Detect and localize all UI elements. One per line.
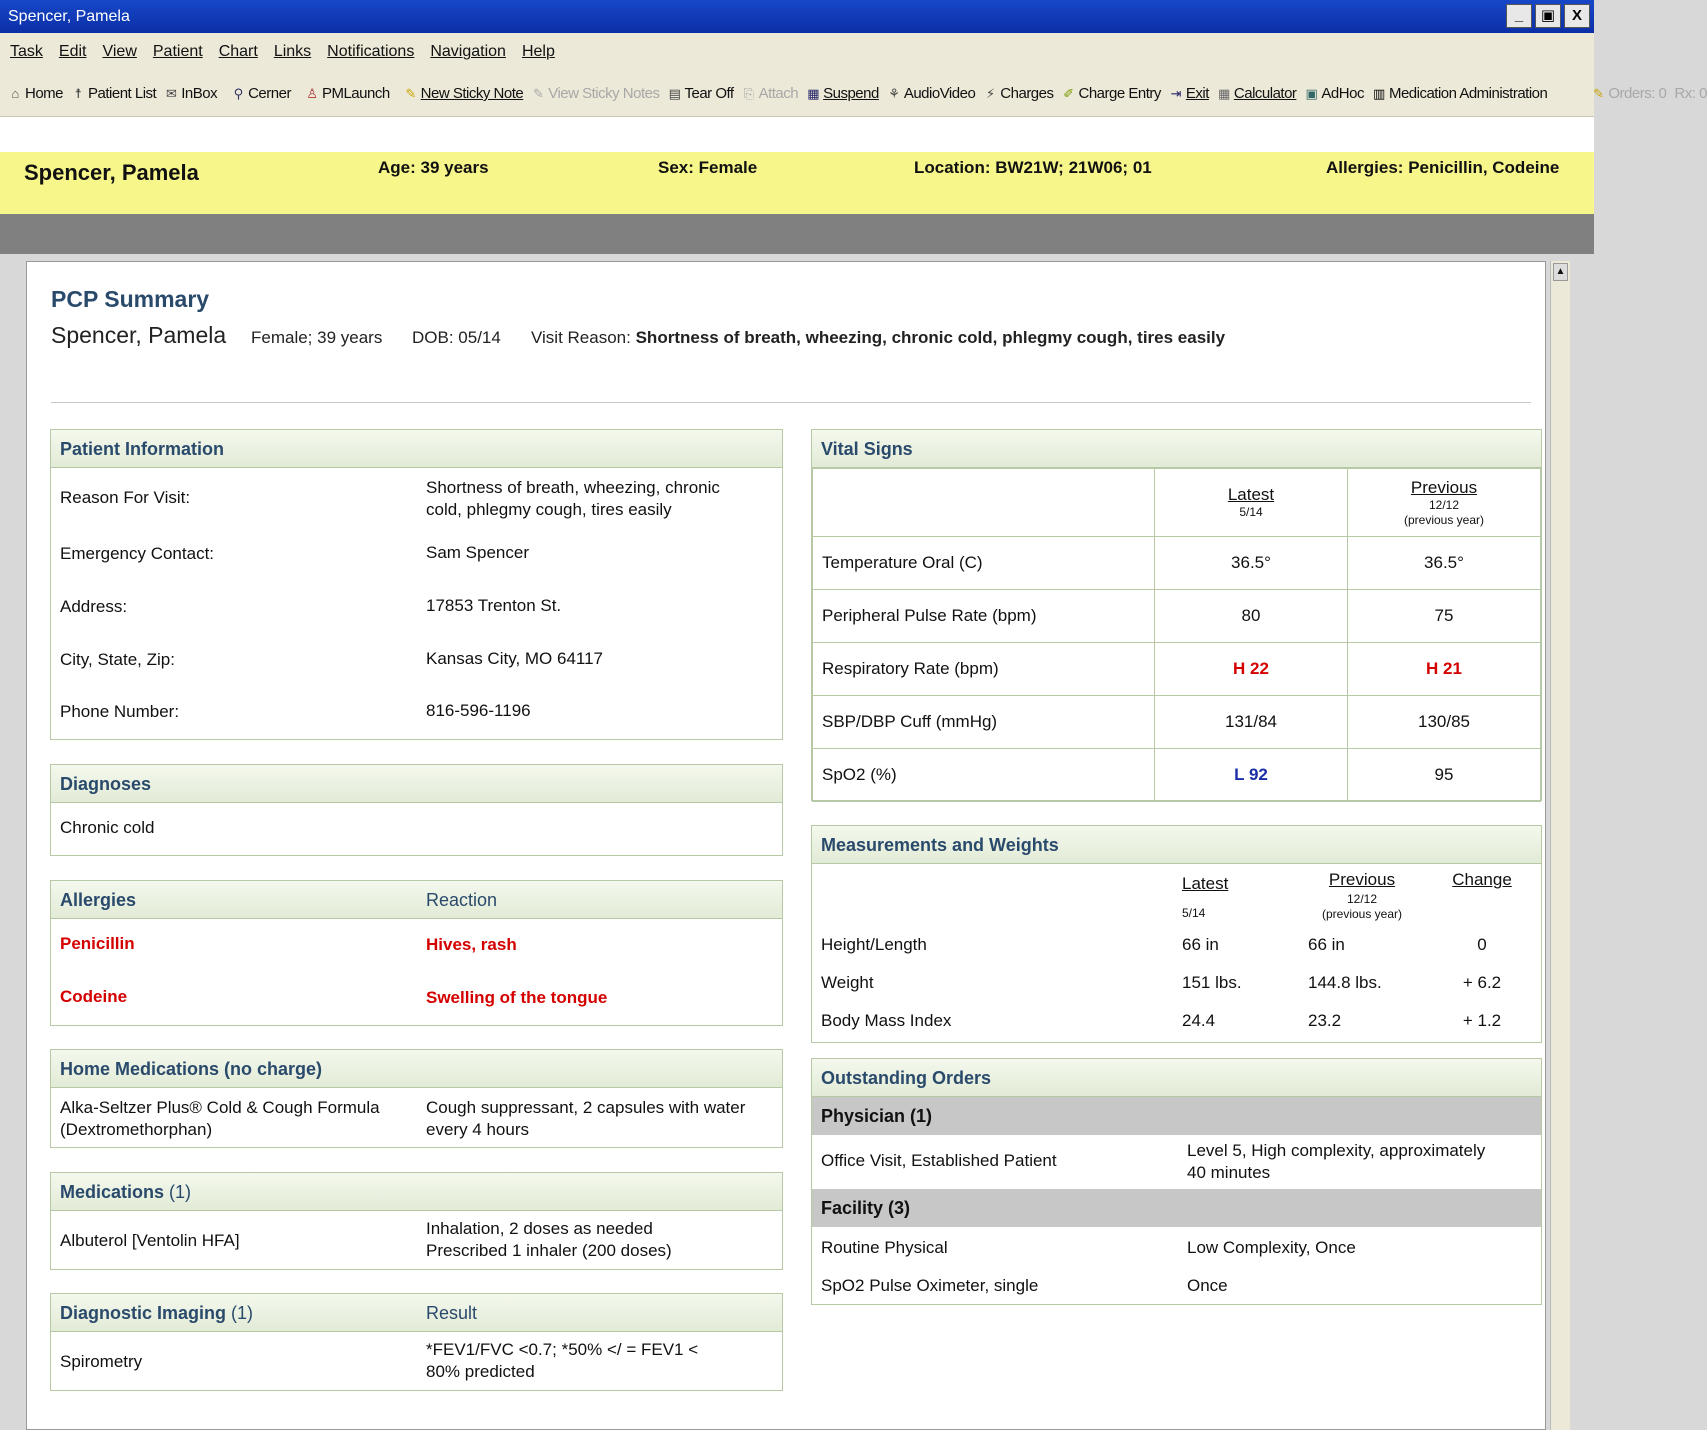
summary-divider: [51, 402, 1531, 403]
suspend-icon: ▦: [807, 85, 819, 101]
view-sticky-notes-button[interactable]: ✎ View Sticky Notes: [533, 85, 660, 102]
facility-order-row: [812, 1265, 1541, 1303]
measurement-label: Body Mass Index: [821, 1011, 952, 1030]
measurements-latest-header: Latest: [1182, 874, 1229, 893]
vital-previous: 130/85: [1348, 696, 1541, 749]
measurement-latest: 24.4: [1182, 1011, 1216, 1030]
outstanding-orders-section: [811, 1058, 1542, 1305]
vital-previous: 36.5°: [1348, 537, 1541, 590]
outstanding-orders-header: Outstanding Orders: [812, 1059, 1541, 1097]
vital-label: Respiratory Rate (bpm): [813, 643, 1155, 696]
restore-button[interactable]: ▣: [1535, 4, 1561, 28]
facility-order-row: [812, 1227, 1541, 1265]
home-medication-detail: Cough suppressant, 2 capsules with water every 4 hours: [426, 1098, 746, 1139]
vital-label: Temperature Oral (C): [813, 537, 1155, 590]
emergency-contact-label: Emergency Contact:: [60, 544, 215, 563]
address-label: Address:: [60, 597, 128, 616]
charge-entry-button[interactable]: ✐ Charge Entry: [1063, 85, 1161, 102]
orders-indicator[interactable]: ✎ Orders: 0: [1593, 85, 1667, 102]
measurements-previous-header: Previous: [1328, 870, 1396, 889]
medication-detail: Inhalation, 2 doses as needed Prescribed 1 inhaler (200 doses): [426, 1219, 672, 1260]
vital-latest: 36.5°: [1155, 537, 1348, 590]
charge-entry-icon: ✐: [1063, 85, 1074, 101]
allergy-name: Codeine: [60, 987, 128, 1006]
city-state-zip-value: Kansas City, MO 64117: [426, 649, 604, 668]
vital-signs-header-row: [813, 469, 1541, 537]
medications-section: [50, 1172, 783, 1270]
menu-view[interactable]: View: [102, 43, 137, 60]
menu-links[interactable]: Links: [273, 43, 312, 60]
vital-previous: 75: [1348, 590, 1541, 643]
tear-off-icon: ▤: [668, 85, 681, 101]
measurement-previous: 66 in: [1308, 935, 1345, 954]
sticky-note-icon: ✎: [405, 85, 416, 101]
minimize-button[interactable]: _: [1506, 4, 1532, 28]
toolbar-blank-strip: [0, 117, 1594, 152]
measurement-latest: 151 lbs.: [1182, 973, 1242, 992]
order-name: Routine Physical: [821, 1238, 948, 1257]
diagnosis-item: Chronic cold: [60, 818, 155, 837]
vital-row: [813, 537, 1541, 590]
cerner-button[interactable]: ⚲ Cerner: [231, 85, 291, 102]
calculator-button[interactable]: ▦ Calculator: [1217, 85, 1297, 102]
city-state-zip-label: City, State, Zip:: [60, 650, 175, 669]
measurement-previous: 144.8 lbs.: [1308, 973, 1382, 992]
vital-previous-abnormal-high: H 21: [1348, 643, 1541, 696]
measurements-section: [811, 825, 1542, 1043]
imaging-name: Spirometry: [60, 1352, 143, 1371]
order-name: Office Visit, Established Patient: [821, 1151, 1057, 1170]
vital-previous: 95: [1348, 749, 1541, 802]
charges-icon: ⚡: [985, 85, 995, 101]
banner-patient-name: Spencer, Pamela: [24, 160, 199, 185]
inbox-button[interactable]: ✉ InBox: [166, 85, 218, 102]
home-medications-section: [50, 1049, 783, 1148]
vital-label: SBP/DBP Cuff (mmHg): [813, 696, 1155, 749]
diagnoses-body: [51, 803, 782, 855]
orders-physician-category: Physician (1): [812, 1097, 1541, 1135]
measurements-body: [812, 864, 1541, 1042]
menu-help[interactable]: Help: [521, 43, 555, 60]
summary-sex-age: Female; 39 years: [251, 328, 383, 347]
allergies-section: [50, 880, 783, 1026]
barcode-icon: ▥: [1373, 85, 1385, 101]
menu-chart[interactable]: Chart: [218, 43, 258, 60]
emergency-contact-value: Sam Spencer: [426, 543, 529, 562]
vertical-scrollbar[interactable]: [1550, 261, 1570, 1430]
order-detail: Once: [1187, 1276, 1228, 1295]
calculator-icon: ▦: [1217, 85, 1230, 101]
diagnostic-imaging-body: [51, 1332, 782, 1390]
measurement-change: + 1.2: [1462, 1011, 1502, 1030]
diagnostic-imaging-section: [50, 1293, 783, 1391]
page-title: PCP Summary: [51, 286, 210, 312]
allergies-header: Allergies Reaction: [51, 881, 782, 919]
banner-allergies: Allergies: Penicillin, Codeine: [1326, 158, 1560, 177]
exit-button[interactable]: ⇥ Exit: [1170, 85, 1209, 102]
window-title-bar: [0, 0, 1594, 33]
menu-patient[interactable]: Patient: [152, 43, 203, 60]
vital-signs-blank-header: [813, 469, 1155, 537]
home-button[interactable]: ⌂ Home: [8, 85, 63, 102]
attach-button[interactable]: ⎘ Attach: [742, 85, 799, 102]
measurements-previous-date: 12/12: [1346, 892, 1378, 906]
suspend-button[interactable]: ▦ Suspend: [807, 85, 879, 102]
vital-latest-abnormal-low: L 92: [1155, 749, 1348, 802]
vital-latest-abnormal-high: H 22: [1155, 643, 1348, 696]
home-medications-body: [51, 1088, 782, 1148]
vital-row: [813, 749, 1541, 802]
patient-information-header: Patient Information: [51, 430, 782, 468]
imaging-result: *FEV1/FVC <0.7; *50% </ = FEV1 < 80% predicted: [426, 1340, 699, 1381]
orders-facility-category: Facility (3): [812, 1189, 1541, 1227]
banner-separator-bar: [0, 214, 1594, 254]
vital-row: [813, 643, 1541, 696]
person-launch-icon: ♙: [306, 85, 318, 101]
toolbar: [0, 71, 1707, 117]
allergy-reaction: Hives, rash: [426, 935, 517, 954]
medication-administration-button[interactable]: ▥ Medication Administration: [1373, 85, 1548, 102]
vital-label: SpO2 (%): [813, 749, 1155, 802]
menu-task[interactable]: Task: [10, 43, 43, 60]
vital-row: [813, 590, 1541, 643]
reason-for-visit-value: Shortness of breath, wheezing, chronic cold, phlegmy cough, tires easily: [426, 478, 720, 519]
magnifier-icon: ⚲: [233, 85, 243, 101]
adhoc-button[interactable]: ▣ AdHoc: [1305, 85, 1364, 102]
measurements-latest-date: 5/14: [1182, 906, 1206, 920]
allergy-reaction: Swelling of the tongue: [426, 988, 608, 1007]
vital-signs-section: [811, 429, 1542, 801]
home-medication-name: Alka-Seltzer Plus® Cold & Cough Formula (Dextromethorphan): [60, 1098, 380, 1139]
audio-video-button[interactable]: ⚘ AudioVideo: [888, 85, 976, 102]
measurement-previous: 23.2: [1308, 1011, 1342, 1030]
medications-header: Medications (1): [51, 1173, 782, 1211]
vital-label: Peripheral Pulse Rate (bpm): [813, 590, 1155, 643]
reason-for-visit-label: Reason For Visit:: [60, 488, 191, 507]
order-name: SpO2 Pulse Oximeter, single: [821, 1276, 1039, 1295]
diagnostic-imaging-header: Diagnostic Imaging (1) Result: [51, 1294, 782, 1332]
medications-body: [51, 1211, 782, 1269]
close-button[interactable]: X: [1564, 4, 1590, 28]
scroll-up-arrow-icon[interactable]: ▲: [1553, 263, 1568, 281]
vital-latest: 80: [1155, 590, 1348, 643]
vitals-latest-header: Latest 5/14: [1155, 469, 1348, 537]
summary-patient-name: Spencer, Pamela: [51, 322, 227, 348]
person-icon: ☨: [74, 85, 82, 101]
measurement-change: 0: [1477, 935, 1487, 954]
medication-name: Albuterol [Ventolin HFA]: [60, 1231, 240, 1250]
sticky-notes-icon: ✎: [533, 85, 544, 101]
patient-information-body: [51, 468, 782, 738]
physician-order-row: [812, 1135, 1541, 1189]
summary-visit-reason: Visit Reason: Shortness of breath, wheezing, chronic cold, phlegmy cough, tires easily: [531, 328, 1226, 347]
pmlaunch-button[interactable]: ♙ PMLaunch: [306, 85, 390, 102]
vital-signs-table: [812, 468, 1541, 802]
address-value: 17853 Trenton St.: [426, 596, 562, 615]
home-medications-header: Home Medications (no charge): [51, 1050, 782, 1088]
order-detail: Level 5, High complexity, approximately 40 minutes: [1187, 1141, 1486, 1182]
patient-banner: [0, 152, 1594, 214]
measurements-change-header: Change: [1452, 870, 1512, 889]
menu-notifications[interactable]: Notifications: [327, 43, 415, 60]
vital-signs-header: Vital Signs: [812, 430, 1541, 468]
exit-icon: ⇥: [1170, 85, 1182, 101]
patient-list-button[interactable]: ☨ Patient List: [71, 85, 156, 102]
menu-edit[interactable]: Edit: [58, 43, 87, 60]
allergies-reaction-header: Reaction: [426, 890, 498, 910]
vital-latest: 131/84: [1155, 696, 1348, 749]
phone-number-value: 816-596-1196: [426, 701, 531, 720]
tear-off-button[interactable]: ▤ Tear Off: [668, 85, 734, 102]
menu-bar: [0, 33, 1594, 71]
phone-number-label: Phone Number:: [60, 702, 180, 721]
allergy-name: Penicillin: [60, 934, 135, 953]
measurement-latest: 66 in: [1182, 935, 1219, 954]
banner-location: Location: BW21W; 21W06; 01: [914, 158, 1152, 177]
measurement-label: Height/Length: [821, 935, 927, 954]
window-title: Spencer, Pamela: [8, 8, 130, 25]
vitals-previous-header: Previous 12/12 (previous year): [1348, 469, 1541, 537]
measurement-label: Weight: [821, 973, 874, 992]
order-detail: Low Complexity, Once: [1187, 1238, 1356, 1257]
patient-information-section: [50, 429, 783, 740]
vital-row: [813, 696, 1541, 749]
summary-dob: DOB: 05/14: [412, 328, 501, 347]
diagnoses-header: Diagnoses: [51, 765, 782, 803]
measurements-previous-note: (previous year): [1321, 907, 1403, 921]
inbox-icon: ✉: [166, 85, 177, 101]
adhoc-icon: ▣: [1305, 85, 1318, 101]
diagnoses-section: [50, 764, 783, 856]
rx-indicator[interactable]: Rx: 0: [1674, 85, 1707, 102]
home-icon: ⌂: [11, 85, 19, 101]
measurements-header: Measurements and Weights: [812, 826, 1541, 864]
imaging-result-header: Result: [426, 1303, 478, 1323]
menu-navigation[interactable]: Navigation: [430, 43, 506, 60]
orders-icon: ✎: [1593, 85, 1604, 101]
pcp-summary-panel: [26, 261, 1546, 1430]
charges-button[interactable]: ⚡ Charges: [983, 85, 1053, 102]
allergies-body: [51, 919, 782, 1025]
audio-video-icon: ⚘: [888, 85, 900, 101]
new-sticky-note-button[interactable]: ✎ New Sticky Note: [405, 85, 524, 102]
measurement-change: + 6.2: [1462, 973, 1502, 992]
paperclip-icon: ⎘: [743, 85, 754, 101]
banner-sex: Sex: Female: [658, 158, 758, 177]
banner-age: Age: 39 years: [378, 158, 489, 177]
